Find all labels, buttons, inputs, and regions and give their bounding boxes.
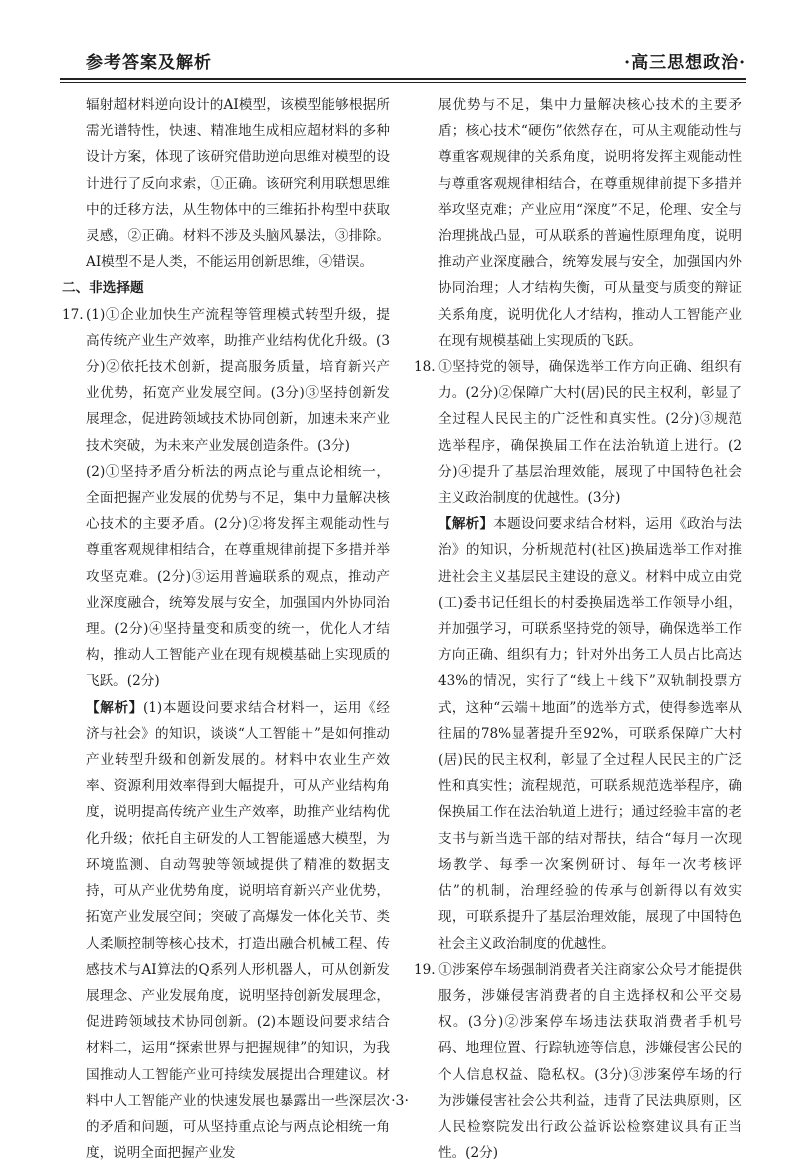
q17-part1	[62, 302, 390, 459]
q19-answer	[414, 957, 742, 1166]
header-rule-thin	[60, 82, 746, 83]
analysis-tag: 【解析】	[86, 699, 143, 716]
right-column	[414, 92, 742, 1166]
q17-part1-text: (1)①企业加快生产流程等管理模式转型升级，提高传统产业生产效率，助推产业结构优化升级。(3分)②依托技术创新，提高服务质量，培育新兴产业优势，拓宽产业发展空间。(3分)③坚持创新发展理念，促进跨领域技术协同创新，加速未来产业技术突破，为未来产业发展创造条件。(3分)	[86, 306, 390, 454]
analysis-tag: 【解析】	[438, 516, 494, 533]
q17-analysis-text: (1)本题设问要求结合材料一，运用《经济与社会》的知识，谈谈“人工智能＋”是如何推动产业转型升级和创新发展的。材料中农业生产效率、资源利用效率得到大幅提升，可从产业结构角度，说明提高传统产业生产效率，助推产业结构优化升级；依托自主研发的人工智能遥感大模型，为环境监测、自动驾驶等领域提供了精准的数据支持，可从产业优势角度，说明培育新兴产业优势，拓宽产业发展空间；突破了高爆发一体化关节、类人柔顺控制等核心技术，打造出融合机械工程、传感技术与AI算法的Q系列人形机器人，可从创新发展理念、产业发展角度，说明坚持创新发展理念，促进跨领域技术协同创新。(2)本题设问要求结合材料二，运用“探索世界与把握规律”的知识，为我国推动人工智能产业可持续发展提出合理建议。材料中人工智能产业的快速发展也暴露出一些深层次的矛盾和问题，可从坚持重点论与两点论相统一角度，说明全面把握产业发	[86, 699, 390, 1162]
q18-analysis-text: 本题设问要求结合材料，运用《政治与法治》的知识，分析规范村(社区)换届选举工作对推进社会主义基层民主建设的意义。材料中成立由党(工)委书记任组长的村委换届选举工作领导小组，并加强学习，可联系坚持党的领导，确保选举工作方向正确、组织有力；针对外出务工人员占比高达43%的情况，实行了“线上＋线下”双轨制投票方式，这种“云端＋地面”的选举方式，使得参选率从往届的78%显著提升至92%，可联系保障广大村(居)民的民主权利，彰显了全过程人民民主的广泛性和真实性；流程规范，可联系规范选举程序，确保换届工作在法治轨道上进行；通过经验丰富的老支书与新当选干部的结对帮扶，结合“每月一次现场教学、每季一次案例研讨、每年一次考核评估”的机制，治理经验的传承与创新得以有效实现，可联系提升了基层治理效能，展现了中国特色社会主义政治制度的优越性。	[438, 516, 743, 952]
q17-number: 17.	[62, 306, 84, 323]
q17-analysis-continuation: 展优势与不足，集中力量解决核心技术的主要矛盾；核心技术“硬伤”依然存在，可从主观能动性与尊重客观规律的关系角度，说明将发挥主观能动性与尊重客观规律相结合，在尊重规律前提下多措并举攻坚克难；产业应用“深度”不足，伦理、安全与治理挑战凸显，可从联系的普遍性原理角度，说明推动产业深度融合，统筹发展与安全，加强国内外协同治理；人才结构失衡，可从量变与质变的辩证关系角度，说明优化人才结构，推动人工智能产业在现有规模基础上实现质的飞跃。	[438, 97, 742, 349]
header-rule-thick	[60, 78, 746, 80]
header-subject: ·高三思想政治·	[624, 53, 746, 73]
page-number: ·3·	[391, 1093, 409, 1109]
left-column	[62, 92, 390, 1166]
q18-number: 18.	[414, 359, 436, 376]
q19-answer-text: ①涉案停车场强制消费者关注商家公众号才能提供服务，涉嫌侵害消费者的自主选择权和公平交易权。(3分)②涉案停车场违法获取消费者手机号码、地理位置、行踪轨迹等信息，涉嫌侵害公民的个人信息权益、隐私权。(3分)③涉案停车场的行为涉嫌侵害社会公共利益，违背了民法典原则，区人民检察院发出行政公益诉讼检察建议具有正当性。(2分)	[438, 961, 742, 1162]
q18-analysis	[414, 511, 742, 956]
header-title: 参考答案及解析	[86, 53, 212, 73]
q18-answer-text: ①坚持党的领导，确保选举工作方向正确、组织有力。(2分)②保障广大村(居)民的民主权利，彰显了全过程人民民主的广泛性和真实性。(2分)③规范选举程序，确保换届工作在法治轨道上进行。(2分)④提升了基层治理效能，展现了中国特色社会主义政治制度的优越性。(3分)	[438, 359, 742, 507]
q19-number: 19.	[414, 961, 436, 978]
page-header	[86, 44, 746, 74]
q18-answer	[414, 354, 742, 511]
q16-analysis-continuation: 辐射超材料逆向设计的AI模型，该模型能够根据所需光谱特性，快速、精准地生成相应超材料的多种设计方案，体现了该研究借助逆向思维对模型的设计进行了反向求索，①正确。该研究利用联想思维中的迁移方法，从生物体中的三维拓扑构型中获取灵感，②正确。材料不涉及头脑风暴法，③排除。AI模型不是人类，不能运用创新思维，④错误。	[86, 97, 390, 271]
q17-part2: (2)①坚持矛盾分析法的两点论与重点论相统一，全面把握产业发展的优势与不足，集中力量解决核心技术的主要矛盾。(2分)②将发挥主观能动性与尊重客观规律相结合，在尊重规律前提下多措并举攻坚克难。(2分)③运用普遍联系的观点，推动产业深度融合，统筹发展与安全，加强国内外协同治理。(2分)④坚持量变和质变的统一，优化人才结构，推动人工智能产业在现有规模基础上实现质的飞跃。(2分)	[86, 463, 390, 690]
section-heading: 二、非选择题	[62, 280, 144, 297]
